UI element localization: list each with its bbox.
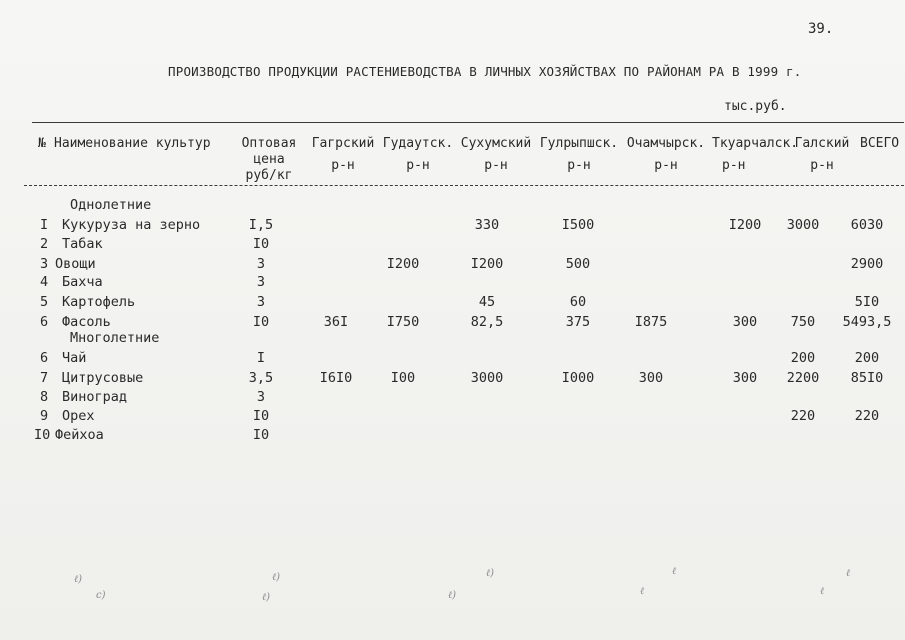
cell-total: 85I0 [850,370,884,386]
crop-name: Картофель [62,294,136,310]
cell-price: I,5 [248,217,274,233]
faint-mark: ℓ [820,586,825,597]
header-ochamchira: Очамчырск. р-н [626,136,706,173]
cell-sukhum: 45 [478,294,496,310]
crop-name: Орех [62,408,95,424]
cell-gulripsh: I000 [561,370,595,386]
cell-gagra: I6I0 [319,370,353,386]
cell-price: 3 [256,294,266,310]
cell-price: 3 [256,274,266,290]
cell-price: 3 [256,256,266,272]
cell-ochamchira: I875 [634,314,668,330]
cell-sukhum: I200 [470,256,504,272]
header-gal: Галский р-н [794,136,850,173]
cell-total: 200 [854,350,880,366]
section-annual: Однолетние [70,197,152,213]
row-number: 2 [40,236,49,252]
unit-label: тыс.руб. [724,99,787,114]
header-gulripsh: Гулрыпшск. р-н [539,136,619,173]
cell-price: I0 [252,427,270,443]
header-gudauta: Гудаутск. р-н [382,136,454,173]
cell-sukhum: 330 [474,217,500,233]
header-num: № [38,136,46,151]
crop-name: Бахча [62,274,103,290]
header-top-rule [32,122,904,123]
cell-gal: 220 [790,408,816,424]
section-perennial: Многолетние [70,330,160,346]
cell-price: I0 [252,236,270,252]
crop-name: Фейхоа [55,427,104,443]
faint-mark: c) [96,590,106,601]
cell-gagra: 36I [323,314,349,330]
cell-gal: 2200 [786,370,820,386]
row-number: 9 [40,408,49,424]
cell-tkuarchal: 300 [732,370,758,386]
row-number: 6 [40,350,49,366]
row-number: I [40,217,49,233]
faint-mark: ℓ [846,568,851,579]
page-number: 39. [808,21,834,37]
cell-tkuarchal: I200 [728,217,762,233]
cell-ochamchira: 300 [638,370,664,386]
faint-mark: ℓ [672,566,677,577]
crop-name: Чай [62,350,87,366]
cell-total: 5I0 [854,294,880,310]
header-sukhum: Сухумский р-н [460,136,532,173]
row-number: 4 [40,274,49,290]
cell-total: 5493,5 [842,314,892,330]
cell-gal: 200 [790,350,816,366]
cell-sukhum: 82,5 [470,314,504,330]
row-number: 3 [40,256,49,272]
document-title: ПРОИЗВОДСТВО ПРОДУКЦИИ РАСТЕНИЕВОДСТВА В ЛИЧНЫХ ХОЗЯЙСТВАХ ПО РАЙОНАМ РА В 1999 г. [168,64,802,79]
cell-gulripsh: 375 [565,314,591,330]
cell-price: I0 [252,408,270,424]
crop-name: Цитрусовые [62,370,144,386]
row-number: 5 [40,294,49,310]
crop-name: Овощи [55,256,96,272]
cell-gudauta: I200 [386,256,420,272]
header-price: Оптовая цена руб/кг [241,136,297,183]
cell-total: 220 [854,408,880,424]
faint-mark: ℓ) [448,590,457,601]
cell-price: 3 [256,389,266,405]
faint-mark: ℓ) [74,574,83,585]
cell-sukhum: 3000 [470,370,504,386]
cell-gal: 3000 [786,217,820,233]
crop-name: Табак [62,236,103,252]
row-number: 7 [40,370,49,386]
cell-price: 3,5 [248,370,274,386]
cell-total: 2900 [850,256,884,272]
header-gagra: Гагрский р-н [311,136,375,173]
cell-gudauta: I750 [386,314,420,330]
cell-gudauta: I00 [390,370,416,386]
faint-mark: ℓ) [272,572,281,583]
crop-name: Кукуруза на зерно [62,217,201,233]
cell-tkuarchal: 300 [732,314,758,330]
row-number: 6 [40,314,49,330]
header-total: ВСЕГО [860,136,900,151]
cell-total: 6030 [850,217,884,233]
row-number: I0 [34,427,51,443]
cell-gulripsh: I500 [561,217,595,233]
crop-name: Виноград [62,389,128,405]
header-bottom-rule [24,185,904,186]
cell-price: I [256,350,266,366]
cell-gal: 750 [790,314,816,330]
header-tkuarchal: Ткуарчалск. р-н [712,136,799,173]
cell-price: I0 [252,314,270,330]
faint-mark: ℓ) [262,592,271,603]
crop-name: Фасоль [62,314,111,330]
cell-gulripsh: 500 [565,256,591,272]
header-name: Наименование культур [54,136,211,151]
cell-gulripsh: 60 [569,294,587,310]
faint-mark: ℓ) [486,568,495,579]
row-number: 8 [40,389,49,405]
faint-mark: ℓ [640,586,645,597]
